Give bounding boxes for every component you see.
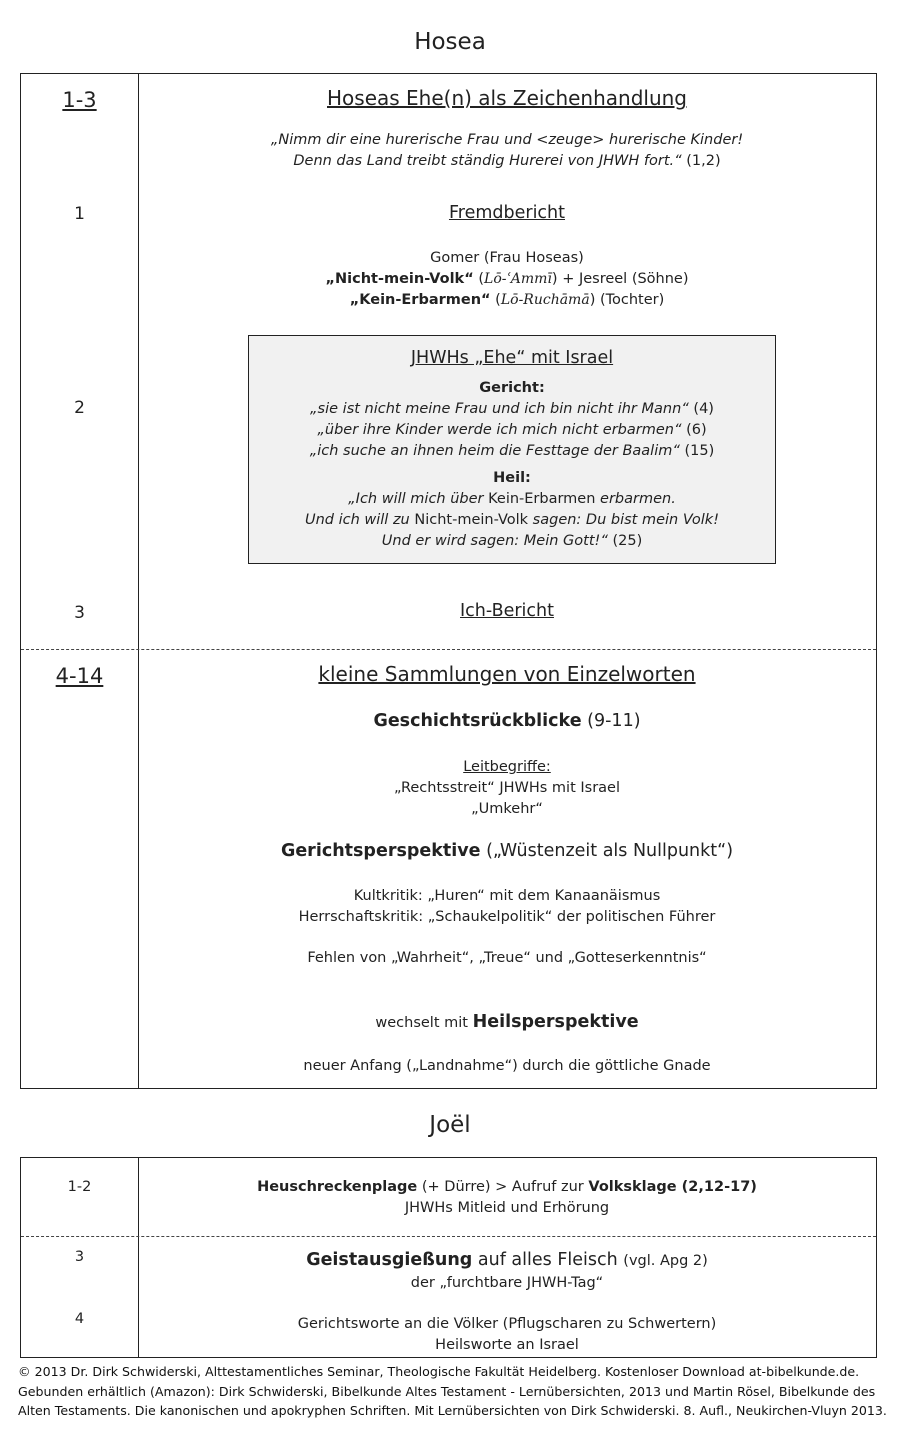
ref-joel-4: 4: [74, 1311, 85, 1327]
ich-bericht-title: Ich-Bericht: [460, 601, 554, 621]
kultkritik-line: Kultkritik: „Huren“ mit dem Kanaanäismus: [353, 888, 661, 904]
gericht-line-3: „ich suche an ihnen heim die Festtage der Baalim“ (15): [309, 443, 715, 459]
joel-heading: Joël: [429, 1112, 471, 1138]
heilsworte-line: Heilsworte an Israel: [435, 1337, 579, 1353]
leitbegriffe-label: Leitbegriffe:: [463, 759, 551, 775]
herrschaftskritik-line: Herrschaftskritik: „Schaukelpolitik“ der politischen Führer: [298, 909, 716, 925]
box-title: JHWHs „Ehe“ mit Israel: [410, 348, 614, 368]
heuschrecken-line: Heuschreckenplage (+ Dürre) > Aufruf zur Volksklage (2,12-17): [257, 1179, 757, 1195]
ref-1-3: 1-3: [62, 88, 97, 112]
quote-line-2: Denn das Land treibt ständig Hurerei von JHWH fort.“ (1,2): [293, 153, 721, 169]
mitleid-line: JHWHs Mitleid und Erhörung: [404, 1200, 610, 1216]
footer-line-1: © 2013 Dr. Dirk Schwiderski, Alttestamentliches Seminar, Theologische Fakultät Heidelberg. Kostenloser Download at-bibelkunde.de.: [18, 1364, 860, 1379]
nicht-mein-volk-line: „Nicht-mein-Volk“ (Lō-ʿAmmī) + Jesreel (Söhne): [325, 271, 689, 287]
joel-table: [20, 1157, 877, 1358]
ref-3: 3: [74, 603, 85, 623]
gerichtsworte-line: Gerichtsworte an die Völker (Pflugscharen zu Schwertern): [297, 1316, 717, 1332]
heil-label: Heil:: [493, 470, 531, 486]
gomer-line: Gomer (Frau Hoseas): [430, 250, 584, 266]
heil-line-3: Und er wird sagen: Mein Gott!“ (25): [381, 533, 643, 549]
jhwh-ehe-box: [248, 335, 776, 564]
fehlen-line: Fehlen von „Wahrheit“, „Treue“ und „Gotteserkenntnis“: [307, 950, 707, 966]
copyright-footer: [18, 1362, 888, 1421]
gericht-line-1: „sie ist nicht meine Frau und ich bin nicht ihr Mann“ (4): [310, 401, 714, 417]
gericht-line-2: „über ihre Kinder werde ich mich nicht erbarmen“ (6): [317, 422, 707, 438]
neuer-anfang-line: neuer Anfang („Landnahme“) durch die göttliche Gnade: [303, 1058, 711, 1074]
footer-line-2: Gebunden erhältlich (Amazon): Dirk Schwiderski, Bibelkunde Altes Testament - Lernübersichten, 2013 und Martin Rösel, Bibelkunde des: [18, 1383, 876, 1399]
ref-joel-1-2: 1-2: [67, 1179, 92, 1195]
heilsperspektive-line: wechselt mit Heilsperspektive: [375, 1012, 639, 1032]
fremdbericht-title: Fremdbericht: [448, 203, 566, 223]
section-divider: [21, 649, 876, 650]
leitbegriff-2: „Umkehr“: [471, 801, 543, 817]
ref-2: 2: [74, 398, 85, 418]
leitbegriff-1: „Rechtsstreit“ JHWHs mit Israel: [393, 780, 621, 796]
gericht-label: Gericht:: [479, 380, 545, 396]
ref-4-14: 4-14: [55, 664, 104, 688]
geistausgiessung-line: Geistausgießung auf alles Fleisch (vgl. Apg 2): [306, 1250, 708, 1270]
heil-line-2: Und ich will zu Nicht-mein-Volk sagen: Du bist mein Volk!: [304, 512, 720, 528]
quote-line-1: „Nimm dir eine hurerische Frau und <zeuge> hurerische Kinder!: [270, 132, 744, 148]
hosea-heading: Hosea: [414, 29, 486, 55]
footer-line-3: Alten Testaments. Die kanonischen und apokryphen Schriften. Mit Lernübersichten von Dirk Schwiderski. 8. Aufl., Neukirchen-Vluyn 2013.: [18, 1403, 887, 1418]
kein-erbarmen-line: „Kein-Erbarmen“ (Lō-Ruchāmā) (Tochter): [349, 292, 665, 308]
column-divider: [138, 74, 139, 1088]
hosea-table: [20, 73, 877, 1089]
ref-1: 1: [74, 204, 85, 224]
section-title-sammlungen: kleine Sammlungen von Einzelworten: [318, 662, 696, 686]
section-title-ehe: Hoseas Ehe(n) als Zeichenhandlung: [327, 86, 687, 110]
jhwh-tag-line: der „furchtbare JHWH-Tag“: [410, 1275, 604, 1291]
ref-joel-3: 3: [74, 1249, 85, 1265]
row-divider: [21, 1236, 876, 1237]
gerichtsperspektive-line: Gerichtsperspektive („Wüstenzeit als Nullpunkt“): [280, 841, 734, 861]
heil-line-1: „Ich will mich über Kein-Erbarmen erbarmen.: [348, 491, 676, 507]
geschichtsrueckblicke-line: Geschichtsrückblicke (9-11): [373, 711, 641, 731]
